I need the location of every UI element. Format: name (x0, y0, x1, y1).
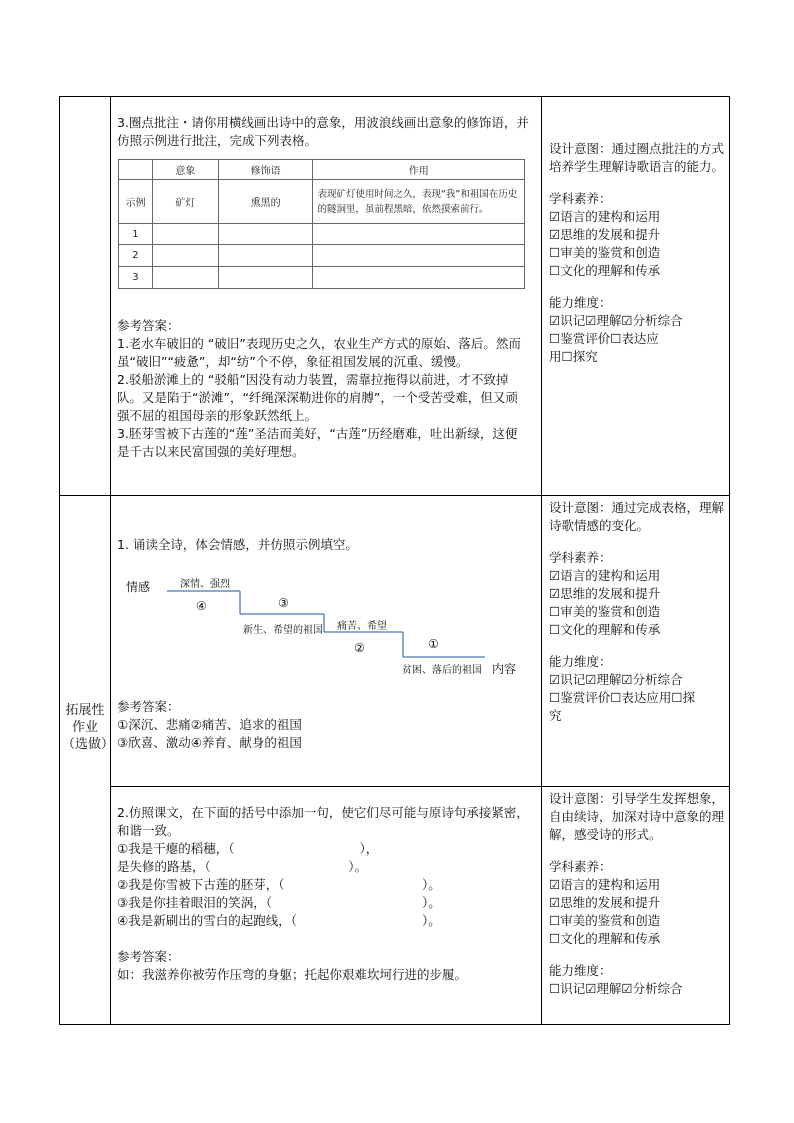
table-row-number: 2 (119, 245, 153, 267)
literacy-item: ☑思维的发展和提升 (549, 227, 661, 242)
ability-item: 用☐探究 (549, 349, 598, 364)
section3-content (117, 804, 535, 984)
table-example-label: 示例 (119, 180, 153, 224)
answer-title: 参考答案： (117, 318, 180, 333)
design-intent: 设计意图：通过圈点批注的方式培养学生理解诗歌语言的能力。 (549, 141, 725, 174)
spacer (549, 948, 725, 962)
literacy-title: 学科素养： (549, 859, 612, 874)
literacy-title: 学科素养： (549, 550, 612, 565)
literacy-item: ☑语言的建构和运用 (549, 568, 661, 583)
ability-item: ☐鉴赏评价☐表达应 (549, 331, 659, 346)
section2-design-column (549, 499, 725, 725)
answer-item: ③欣喜、激动④养育、献身的祖国 (117, 735, 302, 750)
table-cell-empty[interactable] (218, 267, 313, 289)
literacy-item: ☐文化的理解和传承 (549, 622, 661, 637)
chart-level-label: 痛苦、希望 (337, 621, 387, 632)
ability-title: 能力维度： (549, 295, 612, 310)
chart-y-label: 情感 (126, 580, 151, 594)
spacer (549, 535, 725, 549)
literacy-item: ☑思维的发展和提升 (549, 586, 661, 601)
table-cell-empty[interactable] (218, 245, 313, 267)
row-divider-1 (59, 495, 730, 496)
spacer (549, 844, 725, 858)
table-border-left (59, 96, 60, 1025)
table-cell-empty[interactable] (152, 245, 218, 267)
section1-answers (117, 317, 529, 461)
ability-item: ☑识记☑理解☑分析综合 (549, 672, 683, 687)
section1-question: 3.圈点批注・请你用横线画出诗中的意象，用波浪线画出意象的修饰语，并仿照示例进行批注，完成下列表格。 (117, 115, 529, 148)
section3-question: 2.仿照课文，在下面的括号中添加一句，使它们尽可能与原诗句承接紧密，和谐一致。 (117, 805, 529, 838)
table-cell-empty[interactable] (152, 267, 218, 289)
answer-item: ①深沉、悲痛②痛苦、追求的祖国 (117, 717, 302, 732)
chart-content-label: 新生、希望的祖国 (243, 625, 323, 636)
spacer (549, 280, 725, 294)
literacy-item: ☐审美的鉴赏和创造 (549, 604, 661, 619)
ability-item: ☐鉴赏评价☐表达应用☐探 (549, 690, 696, 705)
literacy-item: ☑语言的建构和运用 (549, 877, 661, 892)
table-header-effect: 作用 (313, 160, 525, 180)
chart-marker: ② (354, 641, 365, 655)
table-header-modifier: 修饰语 (218, 160, 313, 180)
section3-design-column (549, 790, 725, 998)
table-border-top (59, 96, 730, 97)
table-border-bottom (59, 1024, 730, 1025)
section2-answers (117, 698, 529, 752)
table-row-number: 1 (119, 224, 153, 245)
table-cell-empty[interactable] (218, 224, 313, 245)
answer-item: 2.驳船淤滩上的 “驳船”因没有动力装置，需靠拉拖得以前进，才不致掉队。又是陷于“淤滩”，“纤绳深深勒进你的肩膊”，一个受苦受难，但又顽强不屈的祖国母亲的形象跃然纸上。 (117, 372, 518, 423)
side-label (62, 702, 115, 753)
table-example-image: 矿灯 (152, 180, 218, 224)
poem-line: ①我是干瘪的稻穗，（ ）， (117, 841, 379, 856)
chart-content-label: 贫困、落后的祖国 (402, 665, 482, 676)
literacy-item: ☑语言的建构和运用 (549, 209, 661, 224)
table-header-blank (119, 160, 153, 180)
literacy-title: 学科素养： (549, 191, 612, 206)
answer-item: 3.胚芽雪被下古莲的“莲”圣洁而美好，“古莲”历经磨难，吐出新绿，这便是千古以来民富国强的美好理想。 (117, 426, 518, 459)
ability-item: 究 (549, 708, 562, 723)
poem-line: 是失修的路基，（ ）。 (117, 859, 368, 874)
section1-design-column (549, 140, 725, 366)
table-cell-empty[interactable] (152, 224, 218, 245)
answer-item: 1.老水车破旧的 “破旧”表现历史之久，农业生产方式的原始、落后。然而虽“破旧”“疲惫”，却“纺”个不停，象征祖国发展的沉重、缓慢。 (117, 336, 521, 369)
table-example-effect: 表现矿灯使用时间之久，表现“我”和祖国在历史的隧洞里，虽前程黑暗，依然摸索前行。 (313, 180, 525, 224)
table-cell-empty[interactable] (313, 224, 525, 245)
design-intent: 设计意图：引导学生发挥想象，自由续诗，加深对诗中意象的理解，感受诗的形式。 (549, 791, 725, 842)
poem-line: ②我是你雪被下古莲的胚芽，（ ）。 (117, 877, 441, 892)
column-divider-2 (541, 96, 542, 1025)
answer-item: 如：我滋养你被劳作压弯的身躯；托起你艰难坎坷行进的步履。 (117, 967, 468, 982)
ability-title: 能力维度： (549, 654, 612, 669)
chart-x-label: 内容 (492, 662, 517, 676)
row-divider-2 (110, 786, 730, 787)
ability-item: ☑识记☑理解☑分析综合 (549, 313, 683, 328)
literacy-item: ☐审美的鉴赏和创造 (549, 245, 661, 260)
poem-line: ③我是你挂着眼泪的笑涡，（ ）。 (117, 895, 441, 910)
spacer (549, 176, 725, 190)
table-example-modifier: 熏黑的 (218, 180, 313, 224)
table-border-right (729, 96, 730, 1025)
column-divider-1 (110, 96, 111, 1025)
annotation-table (118, 159, 525, 289)
spacer (549, 639, 725, 653)
literacy-item: ☐文化的理解和传承 (549, 263, 661, 278)
design-intent: 设计意图：通过完成表格，理解诗歌情感的变化。 (549, 500, 725, 533)
table-cell-empty[interactable] (313, 245, 525, 267)
section2-question: 1. 诵读全诗，体会情感，并仿照示例填空。 (117, 537, 358, 552)
answer-title: 参考答案： (117, 949, 180, 964)
section1-content (117, 114, 535, 150)
literacy-item: ☑思维的发展和提升 (549, 895, 661, 910)
spacer (117, 930, 535, 948)
ability-item: ☐识记☑理解☑分析综合 (549, 981, 683, 996)
chart-marker: ① (428, 637, 439, 651)
chart-level-label: 深情、强烈 (180, 579, 230, 590)
literacy-item: ☐文化的理解和传承 (549, 931, 661, 946)
literacy-item: ☐审美的鉴赏和创造 (549, 913, 661, 928)
chart-marker: ④ (196, 599, 207, 613)
table-cell-empty[interactable] (313, 267, 525, 289)
table-header-image: 意象 (152, 160, 218, 180)
poem-line: ④我是新刷出的雪白的起跑线，（ ）。 (117, 913, 441, 928)
section2-content (117, 536, 535, 554)
side-label-text: 拓展性作业（选做） (62, 703, 115, 752)
chart-marker: ③ (278, 596, 289, 610)
answer-title: 参考答案： (117, 699, 180, 714)
ability-title: 能力维度： (549, 963, 612, 978)
table-row-number: 3 (119, 267, 153, 289)
